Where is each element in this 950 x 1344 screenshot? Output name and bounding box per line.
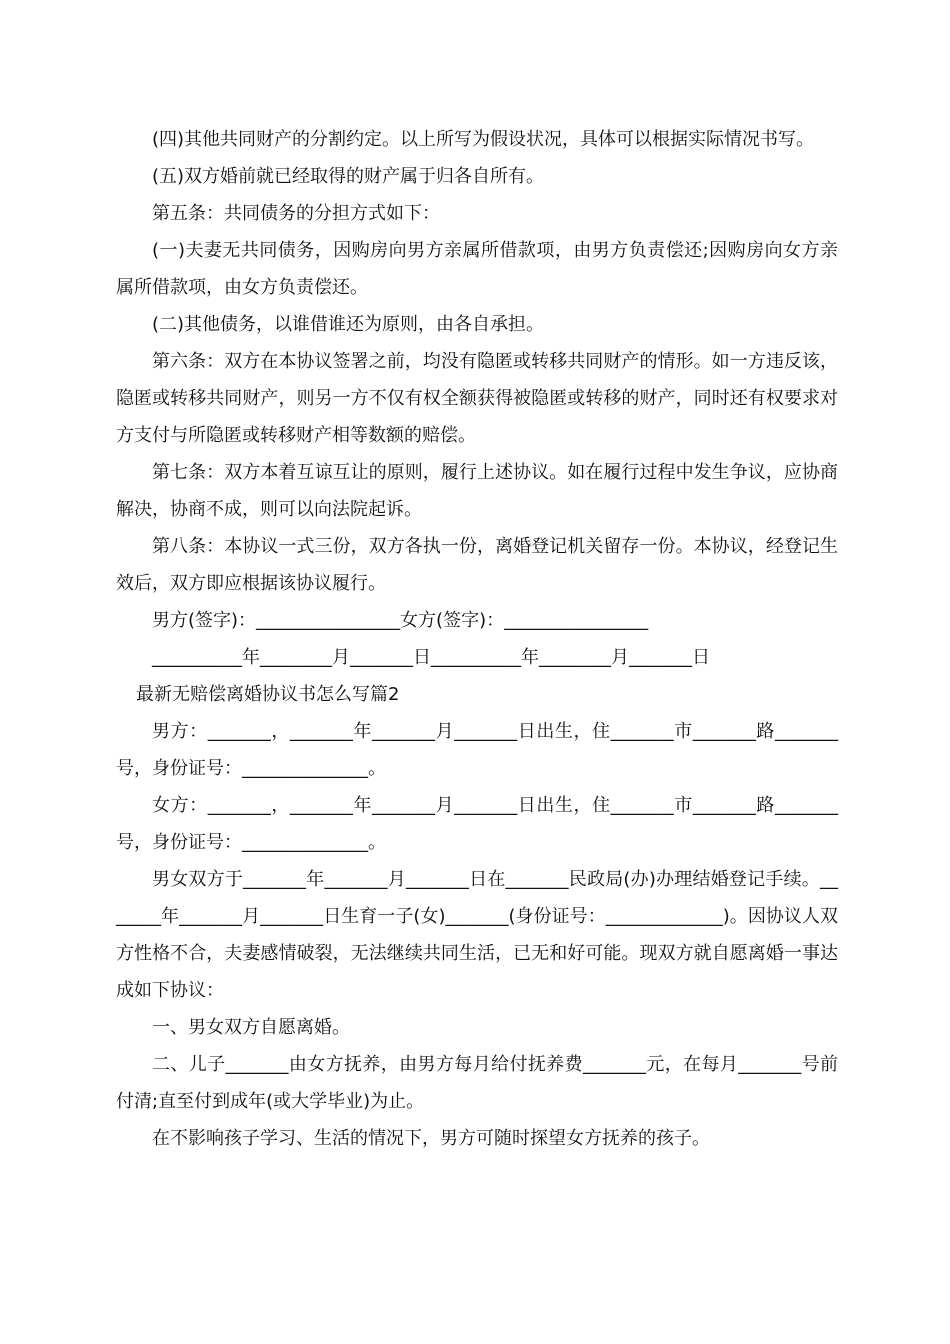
paragraph-article-5: 第五条：共同债务的分担方式如下：	[152, 203, 440, 224]
paragraph-wife-info: 女方：_______，_______年_______月_______日出生，住_______市_______路_______号，身份证号：______________。	[116, 795, 838, 853]
date-line: __________年________月_______日__________年________月_______日	[152, 647, 710, 668]
paragraph-article-7: 第七条：双方本着互谅互让的原则，履行上述协议。如在履行过程中发生争议，应协商解决，协商不成，则可以向法院起诉。	[116, 462, 838, 520]
signature-line: 男方(签字)：________________女方(签字)：________________	[152, 610, 649, 631]
paragraph-clause-1: 一、男女双方自愿离婚。	[152, 1017, 350, 1038]
paragraph-clause-2: 二、儿子_______由女方抚养，由男方每月给付抚养费_______元，在每月_______号前付清;直至付到成年(或大学毕业)为止。	[116, 1054, 838, 1112]
paragraph-property-other: (四)其他共同财产的分割约定。以上所写为假设状况，具体可以根据实际情况书写。	[152, 129, 815, 150]
paragraph-husband-info: 男方：_______，_______年_______月_______日出生，住_______市_______路_______号，身份证号：______________。	[116, 721, 838, 779]
section-title: 最新无赔偿离婚协议书怎么写篇2	[136, 684, 400, 705]
paragraph-article-6: 第六条：双方在本协议签署之前，均没有隐匿或转移共同财产的情形。如一方违反该，隐匿或转移共同财产，则另一方不仅有权全额获得被隐匿或转移的财产，同时还有权要求对方支付与所隐匿或转移财产相等数额的赔偿。	[116, 351, 838, 446]
paragraph-premarital-property: (五)双方婚前就已经取得的财产属于归各自所有。	[152, 166, 545, 187]
paragraph-visitation: 在不影响孩子学习、生活的情况下，男方可随时探望女方抚养的孩子。	[152, 1128, 710, 1149]
document-body	[116, 121, 838, 1157]
paragraph-article-8: 第八条：本协议一式三份，双方各执一份，离婚登记机关留存一份。本协议，经登记生效后，双方即应根据该协议履行。	[116, 536, 838, 594]
paragraph-debt-1: (一)夫妻无共同债务，因购房向男方亲属所借款项，由男方负责偿还;因购房向女方亲属所借款项，由女方负责偿还。	[116, 240, 838, 298]
paragraph-marriage-info: 男女双方于_______年_______月_______日在_______民政局(办)办理结婚登记手续。_______年_______月_______日生育一子(女)_______(身份证号：_____________)。因协议人双方性格不合，夫妻感情破裂，无法继续共同生活，已无和好可能。现双方就自愿离婚一事达成如下协议：	[116, 869, 838, 1001]
paragraph-debt-2: (二)其他债务，以谁借谁还为原则，由各自承担。	[152, 314, 545, 335]
